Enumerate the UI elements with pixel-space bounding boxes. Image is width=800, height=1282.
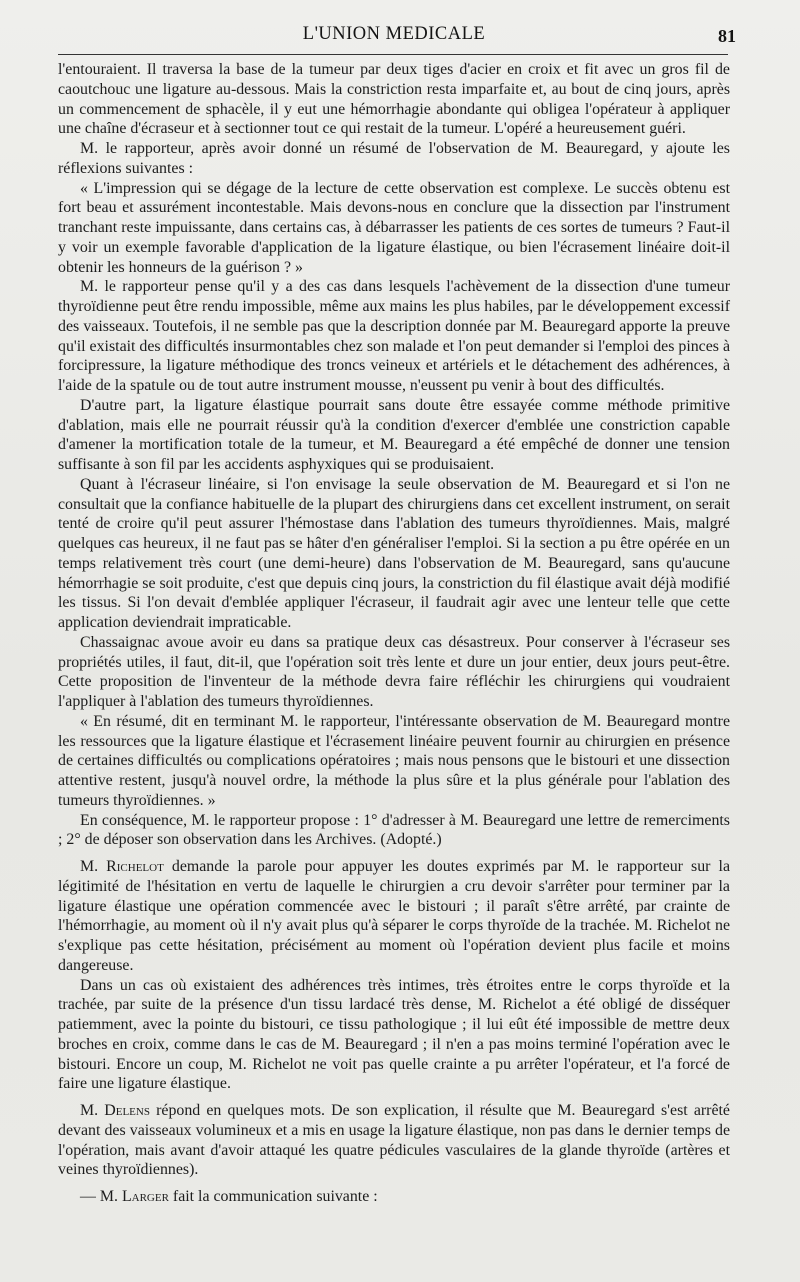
paragraph-12	[58, 1101, 730, 1180]
paragraph-4: M. le rapporteur pense qu'il y a des cas dans lesquels l'achèvement de la dissection d'une tumeur thyroïdienne peut être rendu impossible, même aux mains les plus habiles, par le développement excessif des vaisseaux. Toutefois, il ne semble pas que la description donnée par M. Beauregard apporte la preuve qu'il existait des difficultés insurmontables chez son malade et l'on peut demander si l'emploi des pinces à forcipressure, la ligature méthodique des troncs veineux et artériels et le détachement des adhérences, à l'aide de la spatule ou de tout autre instrument mousse, n'eussent pu venir à bout des difficultés.	[58, 278, 730, 394]
speaker-name: M. Delens	[80, 1102, 150, 1119]
page-header	[58, 22, 736, 50]
page-number: 81	[718, 26, 736, 46]
speaker-name: M. Richelot	[80, 858, 164, 875]
speaker-name: M. Larger	[99, 1188, 169, 1205]
paragraph-9: En conséquence, M. le rapporteur propose : 1° d'adresser à M. Beauregard une lettre de remerciments ; 2° de déposer son observation dans les Archives. (Adopté.)	[58, 811, 730, 849]
dash-prefix: —	[80, 1188, 100, 1205]
paragraph-11: Dans un cas où existaient des adhérences très intimes, très étroites entre le corps thyroïde et la trachée, par suite de la présence d'un tissu lardacé très dense, M. Richelot a été obligé de disséquer patiemment, avec la pointe du bistouri, ce tissu pathologique ; il lui eût été impossible de mettre deux broches en croix, comme dans le cas de M. Beauregard ; il n'en a pas moins terminé l'opération avec le bistouri. Encore un coup, M. Richelot ne voit pas quelle crainte a pu arrêter l'opérateur, et l'a forcé de faire une ligature élastique.	[58, 976, 730, 1093]
running-title: L'UNION MEDICALE	[302, 24, 486, 44]
paragraph-6: Quant à l'écraseur linéaire, si l'on envisage la seule observation de M. Beauregard et si l'on ne consultait que la confiance habituelle de la plupart des chirurgiens dans cet excellent instrument, on serait tenté de croire qu'il peut assurer l'hémostase dans l'ablation des tumeurs thyroïdiennes. Mais, malgré quelques cas heureux, il ne faut pas se hâter d'en généraliser l'emploi. Si la section a pu être opérée en un temps relativement très court (une demi-heure) dans l'observation de M. Beauregard, sans qu'aucune hémorrhagie se soit produite, c'est que depuis cinq jours, la constriction du fil élastique avait déjà modifié les tissus. Si l'on devait d'emblée appliquer l'écraseur, il faudrait agir avec une lenteur telle que cette application deviendrait impraticable.	[58, 475, 730, 631]
paragraph-text: fait la communication suivante :	[168, 1188, 378, 1205]
paragraph-10	[58, 857, 730, 976]
article-body	[58, 60, 730, 1207]
paragraph-7: Chassaignac avoue avoir eu dans sa pratique deux cas désastreux. Pour conserver à l'écraseur ses propriétés utiles, il faut, dit-il, que l'opération soit très lente et dure un jour entier, deux jours peut-être. Cette proposition de l'inventeur de la méthode devra faire réfléchir les chirurgiens qui voudraient l'appliquer à l'ablation des tumeurs thyroïdiennes.	[58, 633, 730, 710]
paragraph-13	[58, 1187, 730, 1207]
paragraph-text: demande la parole pour appuyer les doutes exprimés par M. le rapporteur sur la légitimité de l'hésitation en vertu de laquelle le chirurgien a cru devoir s'arrêter pour terminer par la ligature élastique une opération commencée avec le bistouri ; il paraît s'être arrêté, par crainte de l'hémorrhagie, au moment où il n'y avait plus qu'à séparer le corps thyroïde de la trachée. M. Richelot ne s'explique pas cette hésitation, précisément au moment où l'opération devient plus facile et moins dangereuse.	[58, 858, 730, 974]
paragraph-3-quote: « L'impression qui se dégage de la lecture de cette observation est complexe. Le succès obtenu est fort beau et assurément incontestable. Mais devons-nous en conclure que la dissection par l'instrument tranchant reste impuissante, dans certains cas, à débarrasser les patients de ces sortes de tumeurs ? Faut-il y voir un exemple favorable d'application de la ligature élastique, ou bien l'écrasement linéaire doit-il obtenir les honneurs de la guérison ? »	[58, 179, 730, 276]
header-rule	[58, 54, 728, 55]
paragraph-8-quote: « En résumé, dit en terminant M. le rapporteur, l'intéressante observation de M. Beauregard montre les ressources que la ligature élastique et l'écrasement linéaire peuvent fournir au chirurgien en présence de certaines difficultés ou complications opératoires ; mais nous pensons que le bistouri et une dissection attentive restent, jusqu'à nouvel ordre, la méthode la plus sûre et la plus générale pour l'ablation des tumeurs thyroïdiennes. »	[58, 712, 730, 809]
paragraph-5: D'autre part, la ligature élastique pourrait sans doute être essayée comme méthode primitive d'ablation, mais elle ne pourrait réussir qu'à la condition d'exercer d'emblée une constriction capable d'amener la mortification totale de la tumeur, et M. Beauregard a été empêché de donner une tension suffisante à son fil par les accidents asphyxiques qui se produisaient.	[58, 396, 730, 473]
paragraph-2: M. le rapporteur, après avoir donné un résumé de l'observation de M. Beauregard, y ajoute les réflexions suivantes :	[58, 140, 730, 177]
paragraph-text: répond en quelques mots. De son explication, il résulte que M. Beauregard s'est arrêté devant des vaisseaux volumineux et a mis en usage la ligature élastique, non pas dans le dernier temps de l'opération, mais avant d'avoir attaqué les quatre pédicules vasculaires de la glande thyroïde (artères et veines thyroïdiennes).	[58, 1102, 730, 1179]
paragraph-1: l'entouraient. Il traversa la base de la tumeur par deux tiges d'acier en croix et fit avec un gros fil de caoutchouc une ligature au-dessous. Mais la constriction resta imparfaite et, au bout de cinq jours, après un commencement de sphacèle, il y eut une hémorrhagie abondante qui obligea l'opérateur à appliquer une chaîne d'écraseur et à sectionner tout ce qui restait de la tumeur. L'opéré a heureusement guéri.	[58, 61, 730, 138]
